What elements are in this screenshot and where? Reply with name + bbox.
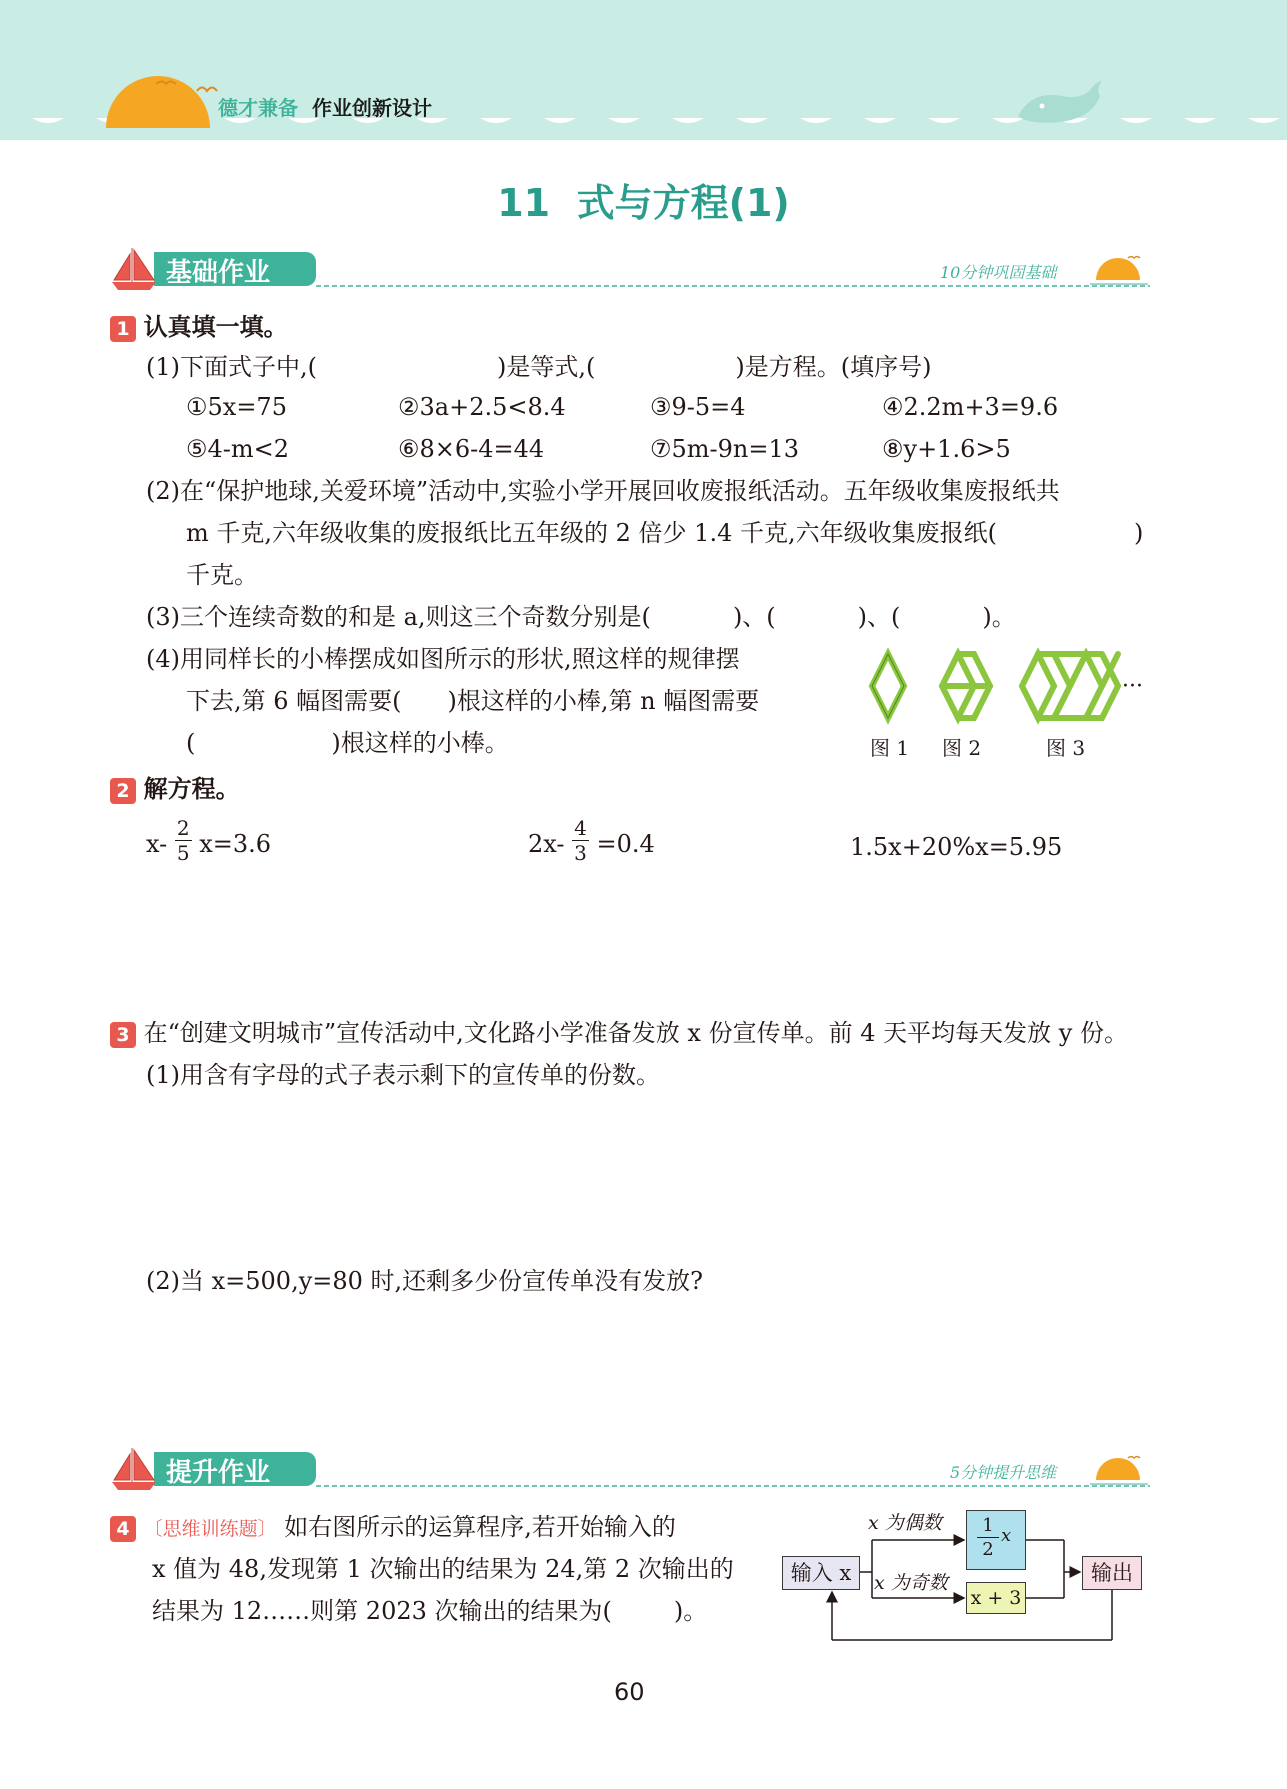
q2-heading — [110, 772, 240, 806]
q1-option: ④2.2m+3=9.6 — [882, 393, 1059, 421]
q1-p3-text-c: )、( — [857, 603, 901, 631]
stick-figures-svg — [860, 648, 1150, 728]
eq1-denominator: 5 — [176, 841, 190, 865]
page-number-badge — [600, 1666, 660, 1726]
q1-p2-line3: 千克。 — [186, 561, 258, 589]
q1-option: ③9-5=4 — [650, 393, 746, 421]
brand-green: 德才兼备 — [218, 96, 298, 120]
q1-p3-text-d: )。 — [982, 603, 1016, 631]
flow-input-box: 输入 x — [782, 1556, 860, 1590]
equation-2 — [528, 816, 655, 876]
q4-text-3: 结果为 12……则第 2023 次输出的结果为( — [152, 1597, 612, 1625]
whale-icon — [1012, 76, 1112, 138]
figure-ellipsis: ··· — [1122, 674, 1143, 699]
sailboat-icon — [110, 246, 160, 292]
q3-part2: (2)当 x=500,y=80 时,还剩多少份宣传单没有发放? — [146, 1267, 704, 1295]
q1-option: ⑤4-m<2 — [186, 435, 290, 463]
q3-part1-answer-area[interactable] — [146, 1096, 1146, 1256]
q1-p4-text-b: )根这样的小棒,第 n 幅图需要 — [447, 687, 760, 715]
q3-number: 3 — [110, 1022, 136, 1048]
eq2-left: 2x- — [528, 830, 565, 858]
q1-p2-line1: (2)在“保护地球,关爱环境”活动中,实验小学开展回收废报纸活动。五年级收集废报纸共 — [146, 477, 1060, 505]
eq2-fraction — [572, 816, 589, 865]
q1-p2-close-paren: ) — [1134, 519, 1144, 547]
figure-1-label: 图 1 — [870, 736, 910, 760]
q4-tag: 〔思维训练题〕 — [143, 1518, 277, 1540]
q1-p2-text: m 千克,六年级收集的废报纸比五年级的 2 倍少 1.4 千克,六年级收集废报纸( — [186, 519, 997, 547]
flow-half-denominator: 2 — [982, 1539, 994, 1560]
q3-stem-text: 在“创建文明城市”宣传活动中,文化路小学准备发放 x 份宣传单。前 4 天平均每天发放 y 份。 — [143, 1019, 1128, 1047]
q4-line1 — [110, 1510, 676, 1546]
operation-flowchart — [780, 1496, 1150, 1648]
q1-p4-line2 — [186, 684, 759, 718]
eq2-denominator: 3 — [574, 841, 587, 865]
small-sun-icon — [1090, 252, 1150, 288]
q1-option: ②3a+2.5<8.4 — [398, 393, 566, 421]
section-basic-note: 10分钟巩固基础 — [940, 263, 1057, 282]
eq1-left: x- — [146, 830, 168, 858]
q1-number: 1 — [110, 316, 136, 342]
flow-half-box — [966, 1510, 1026, 1570]
q1-option: ⑧y+1.6>5 — [882, 435, 1011, 463]
q1-p3 — [146, 600, 1016, 634]
equation-1 — [146, 816, 271, 876]
equation-3: 1.5x+20%x=5.95 — [850, 833, 1063, 861]
flow-half-numerator: 1 — [977, 1515, 999, 1538]
q1-p4-text-a: 下去,第 6 幅图需要( — [186, 687, 402, 715]
q4-text-3b: )。 — [673, 1597, 708, 1625]
q1-title: 认真填一填。 — [143, 313, 288, 341]
q3-part2-answer-area[interactable] — [146, 1302, 1146, 1432]
flow-odd-label: x 为奇数 — [874, 1572, 948, 1594]
q1-p1 — [146, 350, 931, 384]
figure-3-label: 图 3 — [1046, 736, 1086, 760]
q1-p4-text-c: ( — [186, 729, 196, 757]
q1-option: ⑥8×6-4=44 — [398, 435, 545, 463]
eq1-right: x=3.6 — [199, 830, 272, 858]
section-advanced-note: 5分钟提升思维 — [950, 1463, 1057, 1482]
q2-title: 解方程。 — [143, 775, 240, 803]
q1-p4-line3 — [186, 726, 509, 760]
flow-output-box: 输出 — [1082, 1556, 1142, 1590]
q1-p4-text-d: )根这样的小棒。 — [331, 729, 509, 757]
q3-part1: (1)用含有字母的式子表示剩下的宣传单的份数。 — [146, 1061, 660, 1089]
sailboat-icon — [110, 1446, 160, 1492]
q4-text-1: 如右图所示的运算程序,若开始输入的 — [284, 1513, 676, 1541]
q1-p1-text-c: )是方程。(填序号) — [735, 353, 932, 381]
flow-even-label: x 为偶数 — [868, 1512, 942, 1534]
page-title: 11 式与方程(1) — [497, 181, 790, 225]
flow-plus3-box: x + 3 — [966, 1582, 1026, 1614]
q2-number: 2 — [110, 778, 136, 804]
section-advanced — [110, 1446, 1150, 1492]
q1-p1-text-b: )是等式,( — [497, 353, 596, 381]
eq2-right: =0.4 — [596, 830, 655, 858]
eq1-fraction — [175, 816, 192, 865]
small-sun-icon — [1090, 1452, 1150, 1488]
section-advanced-label: 提升作业 — [166, 1458, 271, 1488]
q1-option: ①5x=75 — [186, 393, 287, 421]
figure-2-label: 图 2 — [942, 736, 982, 760]
stick-pattern-figures — [860, 648, 1150, 758]
q1-p2-line2 — [186, 516, 1146, 550]
q4-line2: x 值为 48,发现第 1 次输出的结果为 24,第 2 次输出的 — [152, 1555, 734, 1583]
q1-p3-text-b: )、( — [732, 603, 776, 631]
q1-p1-text-a: (1)下面式子中,( — [146, 353, 317, 381]
eq1-numerator: 2 — [176, 816, 190, 840]
eq2-numerator: 4 — [574, 816, 587, 840]
bird-icon — [196, 80, 218, 99]
q4-number: 4 — [110, 1516, 136, 1542]
q4-line3 — [152, 1594, 707, 1628]
q1-heading — [110, 310, 288, 344]
q3-stem — [110, 1016, 1128, 1050]
section-basic-label: 基础作业 — [166, 258, 271, 288]
brand-black: 作业创新设计 — [312, 96, 432, 120]
q1-option: ⑦5m-9n=13 — [650, 435, 800, 463]
flow-half-variable: x — [1001, 1525, 1012, 1546]
q1-p4-line1: (4)用同样长的小棒摆成如图所示的形状,照这样的规律摆 — [146, 645, 740, 673]
page-number: 60 — [614, 1678, 645, 1706]
section-basic — [110, 246, 1150, 292]
q1-p3-text-a: (3)三个连续奇数的和是 a,则这三个奇数分别是( — [146, 603, 651, 631]
